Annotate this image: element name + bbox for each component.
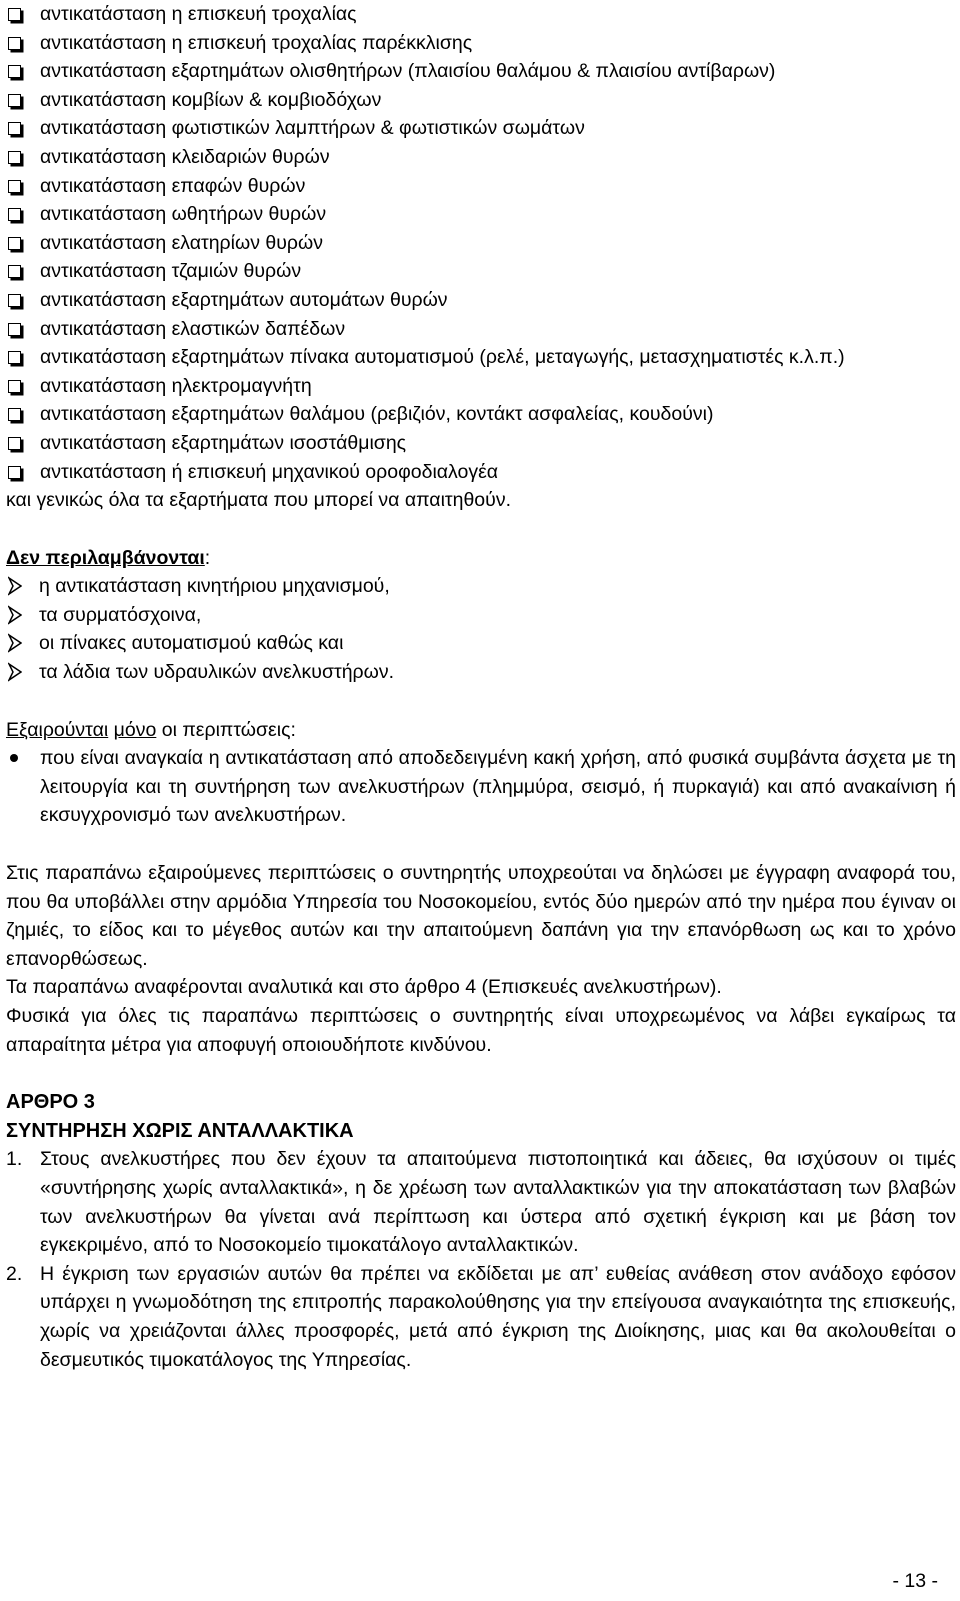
checklist-item: αντικατάσταση εξαρτημάτων αυτομάτων θυρών [6,286,956,315]
bullet-icon [10,754,18,762]
checklist-item: αντικατάσταση ή επισκευή μηχανικού οροφοδιαλογέα [6,458,956,487]
arrowhead-icon [8,633,22,653]
spacer [6,687,956,716]
excluded-heading-text: Δεν περιλαμβάνονται [6,546,205,569]
checklist-item: αντικατάσταση η επισκευή τροχαλίας [6,0,956,29]
paragraph: Στις παραπάνω εξαιρούμενες περιπτώσεις ο συντηρητής υποχρεούται να δηλώσει με έγγραφη αναφορά του, που θα υποβάλλει στην αρμόδια Υπηρεσία του Νοσοκομείου, εντός δύο ημερών από την ημέρα που έγιναν οι ζημιές, το είδος και το μέγεθος αυτών και την απαιτούμενη δαπάνη για την επανόρθωση ως και το χρόνο επανορθώσεως. [6,862,956,970]
checklist-item: αντικατάσταση ελαστικών δαπέδων [6,315,956,344]
checklist-item: αντικατάσταση ωθητήρων θυρών [6,200,956,229]
checklist-item: αντικατάσταση ηλεκτρομαγνήτη [6,372,956,401]
checklist-item: αντικατάσταση η επισκευή τροχαλίας παρέκκλισης [6,29,956,58]
checkbox-icon [8,323,21,336]
document-page [6,0,956,1374]
paragraph: Φυσικά για όλες τις παραπάνω περιπτώσεις ο συντηρητής είναι υποχρεωμένος να λάβει εγκαίρως τα απαραίτητα μέτρα για αποφυγή οποιουδήποτε κινδύνου. [6,1005,956,1056]
excluded-heading-colon: : [204,546,211,569]
closing-line: και γενικώς όλα τα εξαρτήματα που μπορεί να απαιτηθούν. [6,489,511,512]
exceptions-list [6,744,956,830]
item-number: 2. [6,1262,23,1285]
checkbox-icon [8,122,21,135]
article-title: ΣΥΝΤΗΡΗΣΗ ΧΩΡΙΣ ΑΝΤΑΛΛΑΚΤΙΚΑ [6,1119,354,1142]
numbered-item: 2. Η έγκριση των εργασιών αυτών θα πρέπει να εκδίδεται με απ’ ευθείας ανάθεση στον ανάδοχο εφόσον υπάρχει η γνωμοδότηση της επιτροπής παρακολούθησης για την επείγουσα αναγκαιότητα της επισκευής, χωρίς να χρειάζονται άλλες προσφορές, μετά από έγκριση της Διοίκησης, μιας και θα ακολουθείται ο δεσμευτικός τιμοκατάλογος της Υπηρεσίας. [6,1260,956,1374]
checklist-item: αντικατάσταση επαφών θυρών [6,172,956,201]
checkbox-icon [8,294,21,307]
excluded-item: οι πίνακες αυτοματισμού καθώς και [6,629,956,658]
arrowhead-icon [8,605,22,625]
checklist-item: αντικατάσταση εξαρτημάτων θαλάμου (ρεβιζιόν, κοντάκτ ασφαλείας, κουδούνι) [6,400,956,429]
checklist-item: αντικατάσταση εξαρτημάτων πίνακα αυτοματισμού (ρελέ, μεταγωγής, μετασχηματιστές κ.λ.π.) [6,343,956,372]
checkbox-icon [8,265,21,278]
excluded-item: τα συρματόσχοινα, [6,601,956,630]
checklist-item: αντικατάσταση εξαρτημάτων ισοστάθμισης [6,429,956,458]
excluded-item: τα λάδια των υδραυλικών ανελκυστήρων. [6,658,956,687]
checkbox-icon [8,37,21,50]
spacer [6,515,956,544]
excluded-item: η αντικατάσταση κινητήριου μηχανισμού, [6,572,956,601]
checklist-item: αντικατάσταση κλειδαριών θυρών [6,143,956,172]
checkbox-icon [8,8,21,21]
numbered-list [6,1145,956,1374]
checkbox-icon [8,237,21,250]
exceptions-item: που είναι αναγκαία η αντικατάσταση από αποδεδειγμένη κακή χρήση, από φυσικά συμβάντα άσχετα με τη λειτουργία και τη συντήρηση των ανελκυστήρων (πλημμύρα, σεισμό, ή πυρκαγιά) και από ανακαίνιση ή εκσυγχρονισμό των ανελκυστήρων. [6,744,956,830]
exceptions-heading-word2: μόνο [113,718,157,741]
exceptions-heading-word1: Εξαιρούνται [6,718,109,741]
article-number: ΑΡΘΡΟ 3 [6,1091,95,1114]
checkbox-icon [8,151,21,164]
arrowhead-icon [8,576,22,596]
item-number: 1. [6,1148,23,1171]
page-number: - 13 - [892,1570,938,1592]
excluded-heading [6,544,956,573]
checkbox-icon [8,437,21,450]
checkbox-icon [8,208,21,221]
checkbox-icon [8,408,21,421]
checkbox-icon [8,180,21,193]
checklist-item: αντικατάσταση εξαρτημάτων ολισθητήρων (πλαισίου θαλάμου & πλαισίου αντίβαρων) [6,57,956,86]
checkbox-icon [8,351,21,364]
excluded-list [6,572,956,686]
numbered-item: 1. Στους ανελκυστήρες που δεν έχουν τα απαιτούμενα πιστοποιητικά και άδειες, θα ισχύσουν οι τιμές «συντήρησης χωρίς ανταλλακτικά», η δε χρέωση των ανταλλακτικών για την αποκατάσταση των βλαβών των ανελκυστήρων θα γίνεται ανά περίπτωση και ύστερα από σχετική έγκριση και με βάση τον εγκεκριμένο, από το Νοσοκομείο τιμοκατάλογο ανταλλακτικών. [6,1145,956,1259]
replacement-checklist [6,0,956,486]
exceptions-heading [6,716,956,745]
spacer [6,830,956,859]
arrowhead-icon [8,662,22,682]
paragraph: Τα παραπάνω αναφέρονται αναλυτικά και στο άρθρο 4 (Επισκευές ανελκυστήρων). [6,976,722,999]
exceptions-heading-rest: οι περιπτώσεις: [161,718,296,741]
checklist-item: αντικατάσταση φωτιστικών λαμπτήρων & φωτιστικών σωμάτων [6,114,956,143]
checkbox-icon [8,380,21,393]
checkbox-icon [8,466,21,479]
checkbox-icon [8,94,21,107]
checklist-item: αντικατάσταση τζαμιών θυρών [6,257,956,286]
checkbox-icon [8,65,21,78]
spacer [6,1059,956,1088]
checklist-item: αντικατάσταση κομβίων & κομβιοδόχων [6,86,956,115]
checklist-item: αντικατάσταση ελατηρίων θυρών [6,229,956,258]
